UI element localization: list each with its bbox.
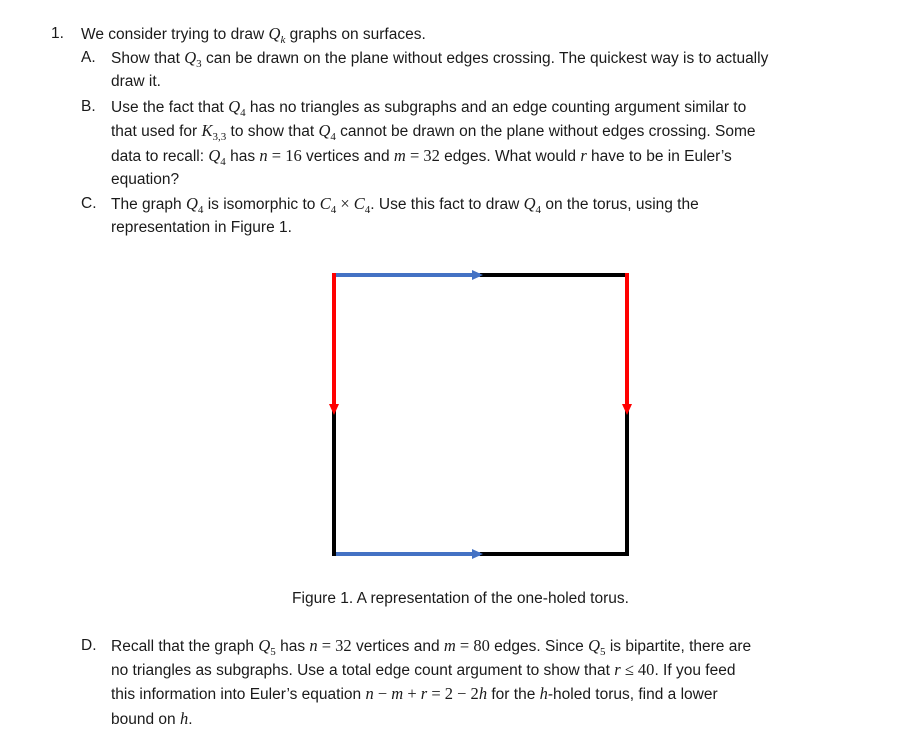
part-b-line-2: that used for $K_{3,3}$ to show that $Q_4$ cannot be drawn on the plane without edges crossing. Some	[111, 121, 756, 143]
right-arrowhead	[622, 404, 632, 415]
part-d-line-1: Recall that the graph $Q_5$ has n = 32 vertices and m = 80 edges. Since $Q_5$ is bipartite, there are	[111, 636, 752, 658]
part-a-line-2: draw it.	[111, 73, 161, 90]
left-arrowhead	[329, 404, 339, 415]
part-b-label: B.	[81, 98, 96, 115]
part-d-label: D.	[81, 637, 97, 654]
part-d-line-3: this information into Euler’s equation n − m + r = 2 − 2h for the h-holed torus, find a lower	[111, 684, 718, 703]
part-d-line-4: bound on h.	[111, 709, 193, 728]
part-a-line-1: Show that $Q_3$ can be drawn on the plane without edges crossing. The quickest way is to actually	[111, 48, 769, 70]
top-arrowhead	[472, 270, 483, 280]
part-c-label: C.	[81, 195, 97, 212]
part-b-line-4: equation?	[111, 171, 180, 188]
torus-figure	[320, 262, 640, 562]
part-b-line-3: data to recall: $Q_4$ has n = 16 vertices and m = 32 edges. What would r have to be in Euler’s	[111, 146, 732, 168]
question-intro: We consider trying to draw $Q_k$ graphs on surfaces.	[81, 24, 426, 46]
part-d-line-2: no triangles as subgraphs. Use a total edge count argument to show that r ≤ 40. If you feed	[111, 660, 736, 679]
question-number: 1.	[51, 25, 64, 42]
part-a-label: A.	[81, 49, 96, 66]
part-c-line-2: representation in Figure 1.	[111, 219, 292, 236]
figure-caption: Figure 1. A representation of the one-holed torus.	[292, 590, 629, 607]
part-c-line-1: The graph $Q_4$ is isomorphic to $C_4 \times C_4$. Use this fact to draw $Q_4$ on the torus, using the	[111, 194, 699, 216]
part-b-line-1: Use the fact that $Q_4$ has no triangles as subgraphs and an edge counting argument similar to	[111, 97, 747, 119]
bottom-arrowhead	[472, 549, 483, 559]
